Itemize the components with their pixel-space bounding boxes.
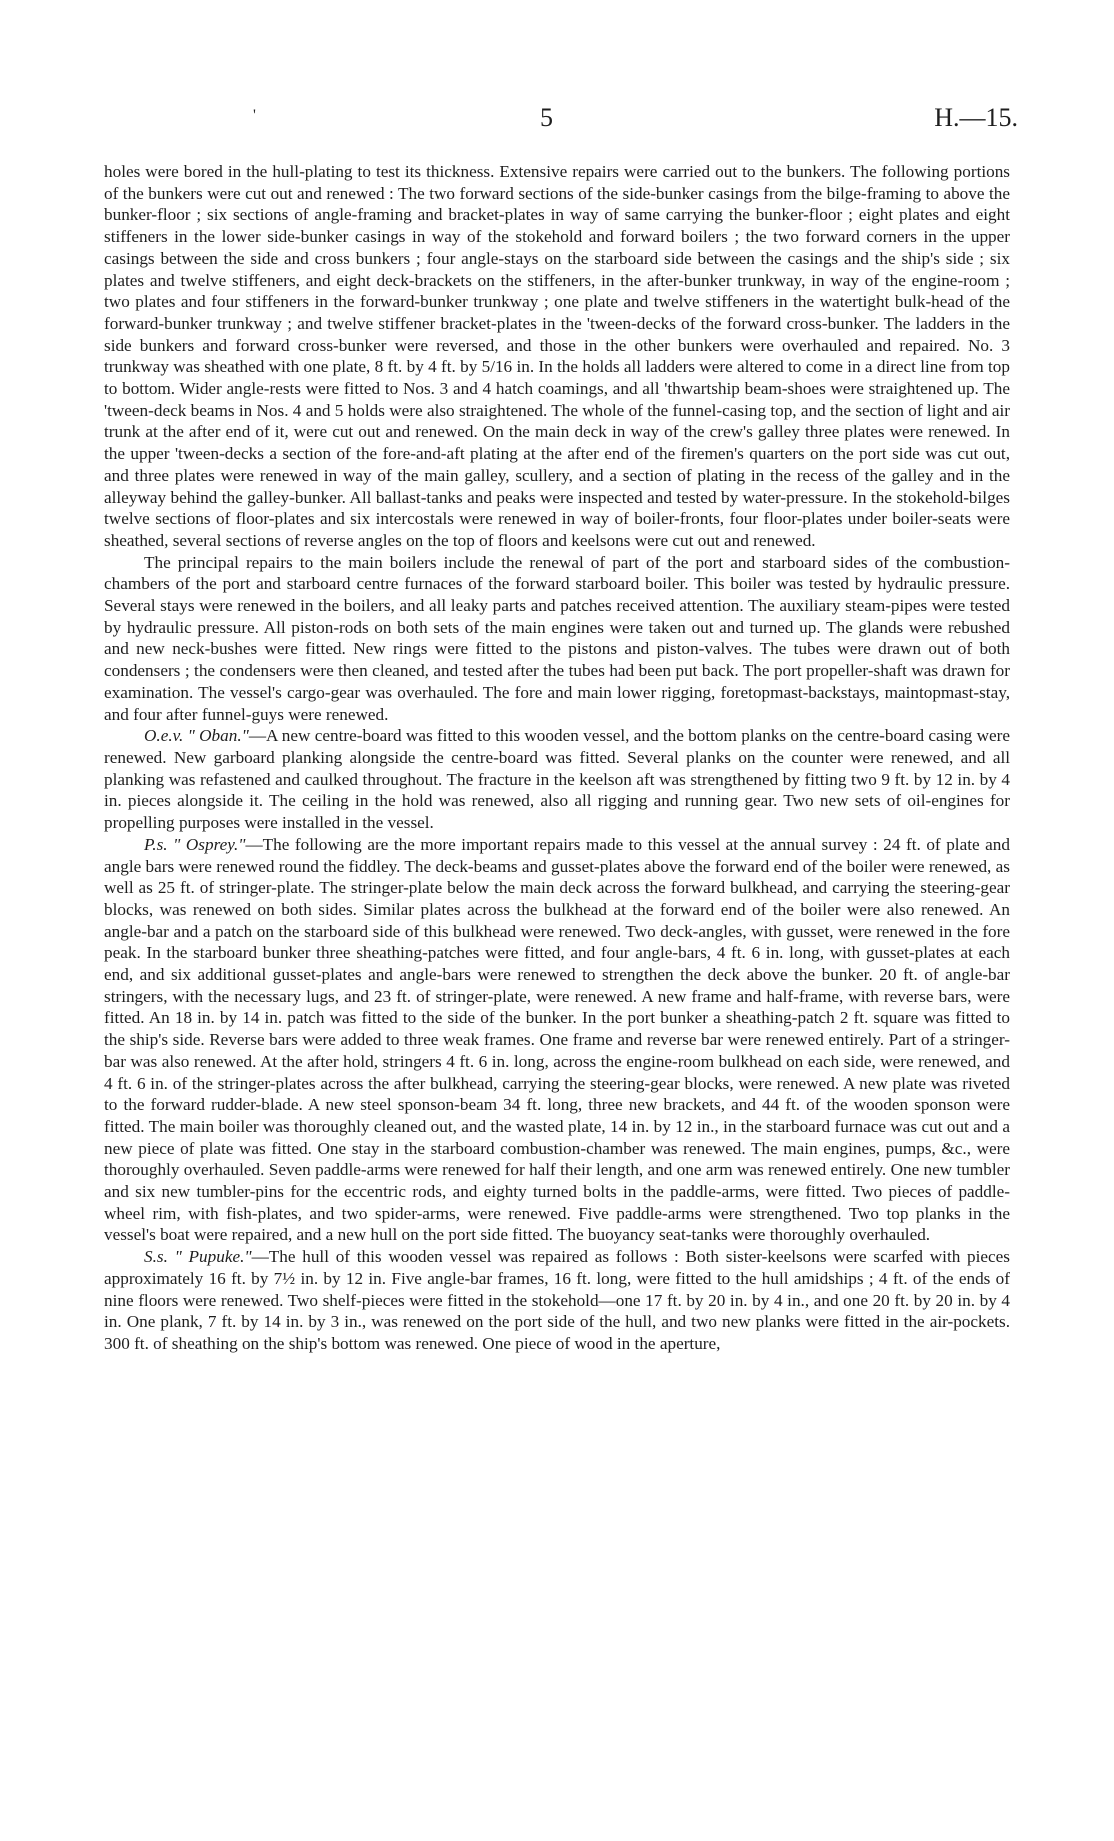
vessel-heading: S.s. " Pupuke." — [144, 1247, 252, 1267]
document-reference: H.—15. — [934, 103, 1018, 132]
paragraph-text: —The hull of this wooden vessel was repaired as follows : Both sister-keelsons were scarfed with pieces approximately 16 ft. by 7½ in. by 12 in. Five angle-bar frames, 16 ft. long, were fitted to the hull amidships ; 4 ft. of the ends of nine floors were renewed. Two shelf-pieces were fitted in the stokehold—one 17 ft. by 20 in. by 4 in., and one 20 ft. by 20 in. by 4 in. One plank, 7 ft. by 14 in. by 3 in., was renewed on the port side of the hull, and two new planks were fitted in the air-pockets. 300 ft. of sheathing on the ship's bottom was renewed. One piece of wood in the aperture, — [104, 1247, 1010, 1353]
paragraph-text: —The following are the more important repairs made to this vessel at the annual survey : 24 ft. of plate and angle bars were renewed round the fiddley. The deck-beams and gusset-plates above the forward end of the boiler were renewed, as well as 25 ft. of stringer-plate. The stringer-plate below the main deck across the forward bulkhead, and carrying the steering-gear blocks, was renewed on both sides. Similar plates across the bulkhead at the forward end of the boiler were also renewed. An angle-bar and a patch on the starboard side of this bulkhead were renewed. Two deck-angles, with gusset, were renewed in the fore peak. In the starboard bunker three sheathing-patches were fitted, and four angle-bars, 4 ft. 6 in. long, with gusset-plates at each end, and six additional gusset-plates and angle-bars were renewed to strengthen the deck above the bunker. 20 ft. of angle-bar stringers, with the necessary lugs, and 23 ft. of stringer-plate, were renewed. A new frame and half-frame, with reverse bars, were fitted. An 18 in. by 14 in. patch was fitted to the side of the bunker. In the port bunker a sheathing-patch 2 ft. square was fitted to the ship's side. Reverse bars were added to three weak frames. One frame and reverse bar were renewed entirely. Part of a stringer-bar was also renewed. At the after hold, stringers 4 ft. 6 in. long, across the engine-room bulkhead on each side, were renewed, and 4 ft. 6 in. of the stringer-plates across the after bulkhead, carrying the steering-gear blocks, were renewed. A new plate was riveted to the forward rudder-blade. A new steel sponson-beam 34 ft. long, three new brackets, and 44 ft. of the wooden sponson were fitted. The main boiler was thoroughly cleaned out, and the wasted plate, 14 in. by 12 in., in the starboard furnace was cut out and a new piece of plate was fitted. One stay in the starboard combustion-chamber was renewed. The main engines, pumps, &c., were thoroughly overhauled. Seven paddle-arms were renewed for half their length, and one arm was renewed entirely. One new tumbler and six new tumbler-pins for the eccentric rods, and eighty turned bolts in the paddle-arms, were fitted. Two pieces of paddle-wheel rim, with fish-plates, and two spider-arms, were renewed. Five paddle-arms were strengthened. Two top planks in the vessel's boat were repaired, and a new hull on the port side fitted. The buoyancy seat-tanks were thoroughly overhauled. — [104, 834, 1010, 1245]
vessel-heading: P.s. " Osprey." — [144, 834, 246, 854]
body-text — [104, 161, 1010, 1355]
paragraph-osprey — [104, 834, 1010, 1246]
paragraph-oban — [104, 725, 1010, 834]
paragraph-boiler-repairs — [104, 552, 1010, 726]
margin-mark: ' — [253, 107, 256, 124]
vessel-heading: O.e.v. " Oban." — [144, 726, 249, 746]
page-number: 5 — [540, 103, 553, 132]
paragraph-bunker-repairs — [104, 161, 1010, 552]
paragraph-text: The principal repairs to the main boilers include the renewal of part of the port and starboard sides of the combustion-chambers of the port and starboard centre furnaces of the forward starboard boiler. This boiler was tested by hydraulic pressure. Several stays were renewed in the boilers, and all leaky parts and patches received attention. The auxiliary steam-pipes were tested by hydraulic pressure. All piston-rods on both sets of the main engines were taken out and turned up. The glands were rebushed and new neck-bushes were fitted. New rings were fitted to the pistons and piston-valves. The tubes were drawn out of both condensers ; the condensers were then cleaned, and tested after the tubes had been put back. The port propeller-shaft was drawn for examination. The vessel's cargo-gear was overhauled. The fore and main lower rigging, foretopmast-backstays, maintopmast-stay, and four after funnel-guys were renewed. — [104, 552, 1010, 724]
paragraph-pupuke — [104, 1246, 1010, 1355]
paragraph-text: holes were bored in the hull-plating to test its thickness. Extensive repairs were carried out to the bunkers. The following portions of the bunkers were cut out and renewed : The two forward sections of the side-bunker casings from the bilge-framing to above the bunker-floor ; six sections of angle-framing and bracket-plates in way of same carrying the bunker-floor ; eight plates and eight stiffeners in the lower side-bunker casings in way of the stokehold and forward boilers ; the two forward corners in the upper casings between the side and cross bunkers ; four angle-stays on the starboard side between the casings and the ship's side ; six plates and twelve stiffeners, and eight deck-brackets on the stiffeners, in the after-bunker trunkway, in way of the engine-room ; two plates and four stiffeners in the forward-bunker trunkway ; one plate and twelve stiffeners in the watertight bulk-head of the forward-bunker trunkway ; and twelve stiffener bracket-plates in the 'tween-decks of the forward cross-bunker. The ladders in the side bunkers and forward cross-bunker were reversed, and those in the other bunkers were overhauled and repaired. No. 3 trunkway was sheathed with one plate, 8 ft. by 4 ft. by 5/16 in. In the holds all ladders were altered to come in a direct line from top to bottom. Wider angle-rests were fitted to Nos. 3 and 4 hatch coamings, and all 'thwartship beam-shoes were straightened up. The 'tween-deck beams in Nos. 4 and 5 holds were also straightened. The whole of the funnel-casing top, and the section of light and air trunk at the after end of it, were cut out and renewed. On the main deck in way of the crew's galley three plates were renewed. In the upper 'tween-decks a section of the fore-and-aft plating at the after end of the firemen's quarters on the port side was cut out, and three plates were renewed in way of the main galley, scullery, and a section of plating in the recess of the galley and in the alleyway behind the galley-bunker. All ballast-tanks and peaks were inspected and tested by water-pressure. In the stokehold-bilges twelve sections of floor-plates and six intercostals were renewed in way of boiler-fronts, four floor-plates under boiler-seats were sheathed, several sections of reverse angles on the top of floors and keelsons were cut out and renewed. — [104, 162, 1010, 550]
paragraph-text: —A new centre-board was fitted to this wooden vessel, and the bottom planks on the centre-board casing were renewed. New garboard planking alongside the centre-board was fitted. Several planks on the counter were renewed, and all planking was refastened and caulked throughout. The fracture in the keelson aft was strengthened by fitting two 9 ft. by 12 in. by 4 in. pieces alongside it. The ceiling in the hold was renewed, also all rigging and running gear. Two new sets of oil-engines for propelling purposes were installed in the vessel. — [104, 726, 1010, 833]
